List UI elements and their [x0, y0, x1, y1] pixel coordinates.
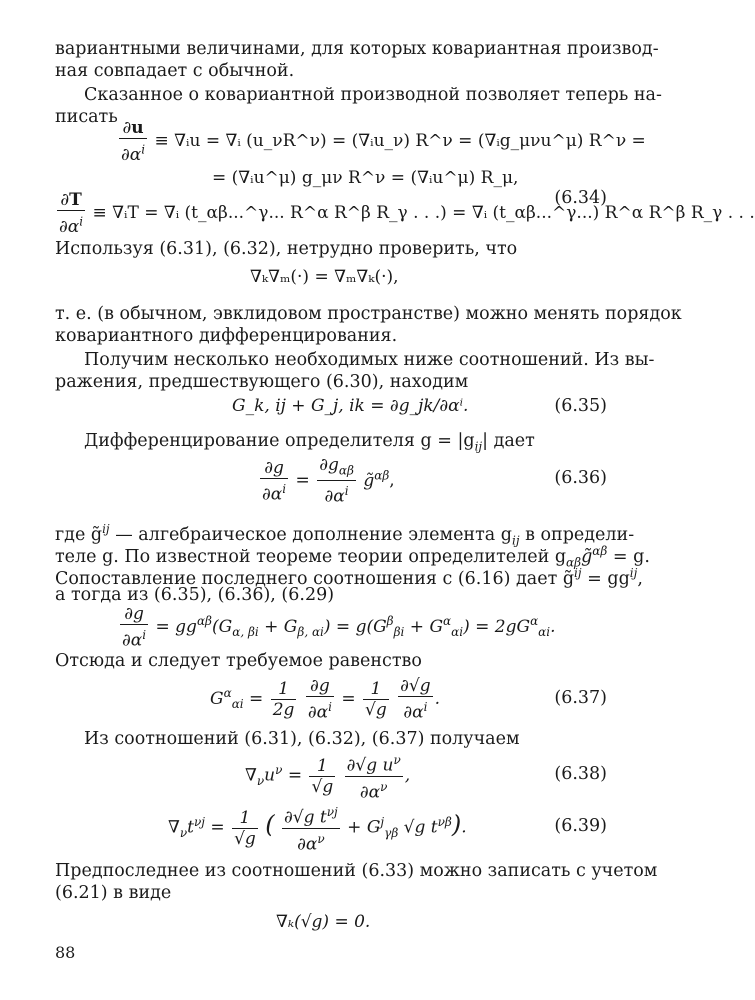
text-line: где g̃$^{ij}$ — алгебраическое дополнение элемента $g_{ij}$ в определи- [55, 522, 635, 548]
text-line: Сопоставление последнего соотношения с (6.16) дает g̃$^{ij}$ = $gg^{ij}$, [55, 566, 643, 589]
equation-634-line2: = (∇ᵢu^μ) g_μν R^ν = (∇ᵢu^μ) R_μ, [212, 168, 519, 188]
text-line: ковариантного дифференцирования. [55, 326, 398, 346]
text-line: Используя (6.31), (6.32), нетрудно проверить, что [55, 239, 518, 259]
equation-634-line1: $\frac{\partial u}{\partial\alpha^i}$ ≡ ∇ᵢu = ∇ᵢ (u_νR^ν) = (∇ᵢu_ν) R^ν = (∇ᵢg_μνu^μ) R^ν = [121, 118, 646, 165]
equation-638: $\nabla_\nu u^\nu$ = $\frac{1}{√g}$ $\frac{\partial√g u^\nu}{\partial\alpha^\nu}$ , [245, 750, 410, 802]
equation-number: (6.37) [554, 688, 607, 708]
text-line: т. е. (в обычном, эвклидовом пространстве) можно менять порядок [55, 304, 682, 324]
commutation-equation: ∇ₖ∇ₘ(·) = ∇ₘ∇ₖ(·), [250, 267, 399, 287]
text-line: Сказанное о ковариантной производной позволяет теперь на- [84, 85, 662, 105]
equation-unnumbered: $\frac{\partial g}{\partial\alpha^i}$ = $gg^{\alpha\beta}(G_{\alpha, \beta i} + G_{\beta, \alpha i}) = g(G^\beta_{\beta i} + G^\alpha_{\alpha i}) = 2gG^\alpha_{\alpha i}$. [122, 604, 556, 651]
equation-634-line3: $\frac{\partial T}{\partial\alpha^i}$ ≡ ∇ᵢT = ∇ᵢ (t_αβ...^γ... R^α R^β R_γ . . .) = ∇ᵢ (t_αβ...^γ...) R^α R^β R_γ . . . [59, 190, 755, 237]
equation-637: $G^\alpha_{\alpha i}$ = $\frac{1}{2g}$ $\frac{\partial g}{\partial\alpha^i}$ = $\frac{1}{√g}$ $\frac{\partial√g}{\partial\alpha^i}$ . [210, 676, 441, 723]
equation-text: ≡ ∇ᵢu = ∇ᵢ (u_νR^ν) = (∇ᵢu_ν) R^ν = (∇ᵢg_μνu^μ) R^ν = [154, 130, 646, 151]
equation-number: (6.39) [554, 816, 607, 836]
text-line: (6.21) в виде [55, 883, 172, 903]
equation-text: ≡ ∇ᵢT = ∇ᵢ (t_αβ...^γ... R^α R^β R_γ . . .) = ∇ᵢ (t_αβ...^γ...) R^α R^β R_γ . . . [92, 202, 755, 223]
equation-635: G_k, ij + G_j, ik = ∂g_jk/∂αⁱ. [232, 396, 469, 416]
text-line: теле g. По известной теореме теории определителей $g_{\alpha\beta}g̃^{\alpha\beta} = g$. [55, 544, 650, 570]
text-line: писать [55, 107, 118, 127]
text-line: ражения, предшествующего (6.30), находим [55, 372, 469, 392]
equation-unnumbered: ∇ₖ(√g) = 0. [276, 912, 371, 932]
equation-number: (6.36) [554, 468, 607, 488]
text-line: Предпоследнее из соотношений (6.33) можно записать с учетом [55, 861, 658, 881]
equation-636: $\frac{\partial g}{\partial\alpha^i}$ = $\frac{\partial g_{\alpha\beta}}{\partial\alpha^i}$ g̃$^{\alpha\beta}$, [262, 455, 395, 508]
page-number: 88 [55, 943, 76, 962]
text-line: вариантными величинами, для которых ковариантная производ- [55, 39, 659, 59]
text-line: Из соотношений (6.31), (6.32), (6.37) получаем [84, 729, 520, 749]
equation-number: (6.35) [554, 396, 607, 416]
text-line: ная совпадает с обычной. [55, 61, 295, 81]
equation-639: $\nabla_\nu t^{\nu j}$ = $\frac{1}{√g}$ ( $\frac{\partial√g t^{\nu j}}{\partial\alpha^\nu}$ + $G^j_{\gamma\beta}$ √g $t^{\nu\beta}$). [168, 802, 467, 854]
text-line: а тогда из (6.35), (6.36), (6.29) [55, 585, 335, 605]
text-line: Отсюда и следует требуемое равенство [55, 651, 422, 671]
equation-number: (6.34) [554, 188, 607, 208]
text-line: Получим несколько необходимых ниже соотношений. Из вы- [84, 350, 655, 370]
equation-number: (6.38) [554, 764, 607, 784]
text-line: Дифференцирование определителя $g = |g_{ij}|$ дает [84, 431, 535, 454]
